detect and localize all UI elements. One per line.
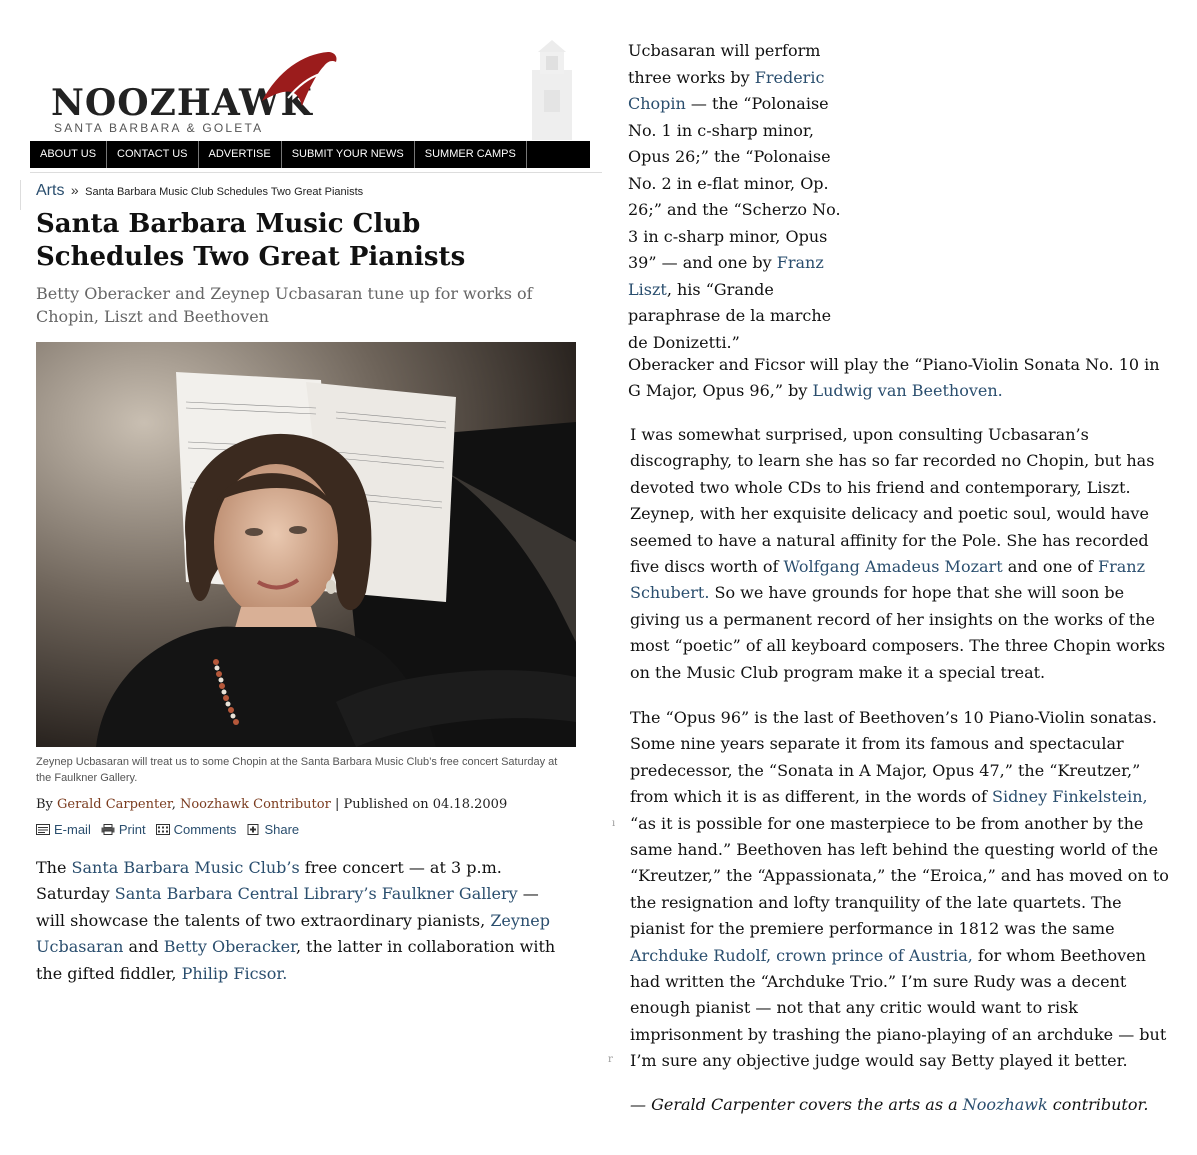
body-text: and <box>123 937 164 957</box>
article-paragraph-beethoven <box>628 352 1173 405</box>
author-link[interactable]: Gerald Carpenter <box>57 797 172 812</box>
inline-link[interactable]: Santa Barbara Music Club’s <box>71 858 300 877</box>
nav-about-us[interactable]: ABOUT US <box>30 141 107 168</box>
inline-link[interactable]: Wolfgang Amadeus Mozart <box>783 557 1003 577</box>
comments-icon <box>156 824 170 835</box>
body-text: The <box>36 858 72 877</box>
article-paragraph-chopin <box>628 38 853 356</box>
body-text: Ucbasaran will perform three works by <box>628 41 821 87</box>
body-text: free concert — at 3 p.m. Saturday <box>36 858 502 904</box>
article-subtitle: Betty Oberacker and Zeynep Ucbasaran tune up for works of Chopin, Liszt and Beethoven <box>36 284 533 326</box>
inline-link[interactable]: Franz Liszt <box>628 253 824 299</box>
noozhawk-logo[interactable] <box>48 46 338 136</box>
comments-button[interactable] <box>156 822 237 837</box>
article-title: Santa Barbara Music Club Schedules Two Great Pianists <box>36 209 466 272</box>
body-text: for whom Beethoven had written the “Archduke Trio.” I’m sure Rudy was a decent enough pianist — not that any critic would want to risk imprisonment by trashing the piano-playing of an archduke — but I’m sure any objective judge would say Betty played it better. <box>630 945 1167 1071</box>
divider <box>30 172 602 173</box>
printer-icon <box>101 824 115 835</box>
logo-subtitle: SANTA BARBARA & GOLETA <box>54 121 264 135</box>
body-text: Oberacker and Ficsor will play the “Piano-Violin Sonata No. 10 in G Major, Opus 96,” by <box>628 355 1160 401</box>
breadcrumb-section-link[interactable]: Arts <box>36 182 65 199</box>
share-label: Share <box>264 822 300 837</box>
breadcrumb <box>36 182 363 200</box>
stray-mark: r <box>608 1054 613 1065</box>
share-button[interactable] <box>246 822 299 837</box>
body-text: The “Opus 96” is the last of Beethoven’s 10 Piano-Violin sonatas. Some nine years separate it from its famous and spectacular predecessor, the “Sonata in A Major, Opus 47,” the “Kreutzer,” from which it is as different, in the words of <box>630 708 1157 807</box>
body-text: — the “Polonaise No. 1 in c-sharp minor, Opus 26;” the “Polonaise No. 2 in e-flat minor, Op. 26;” and the “Scherzo No. 3 in c-sharp minor, Opus 39” — and one by <box>628 94 841 272</box>
published-date: 04.18.2009 <box>432 797 508 812</box>
divider <box>20 180 21 210</box>
email-label: E-mail <box>54 822 91 837</box>
hawk-logo-icon <box>258 46 338 116</box>
stray-mark: ı <box>612 818 616 829</box>
print-label: Print <box>118 822 146 837</box>
inline-link[interactable]: Frederic Chopin <box>628 67 825 113</box>
body-text: “as it is possible for one masterpiece to be from another by the same hand.” Beethoven has left behind the questing world of the “Kreutzer,” the “Appassionata,” the “Eroica,” and has moved on to the resignation and lofty tranquility of the late quartets. The pianist for the premiere performance in 1812 was the same <box>630 813 1169 939</box>
body-text: and one of <box>1002 557 1099 577</box>
email-icon <box>36 824 50 835</box>
nav-advertise[interactable]: ADVERTISE <box>199 141 282 168</box>
body-text: contributor. <box>1047 1095 1149 1114</box>
logo-wordmark: NOOZHAWK <box>51 82 313 124</box>
pianist-photo-illustration <box>36 342 576 747</box>
nav-contact-us[interactable]: CONTACT US <box>107 141 199 168</box>
comments-label: Comments <box>173 822 237 837</box>
plus-icon <box>246 824 260 835</box>
body-text: — Gerald Carpenter covers the arts as a <box>630 1095 963 1114</box>
bell-tower-watermark-icon <box>512 40 592 140</box>
body-text: I was somewhat surprised, upon consulting Ucbasaran’s discography, to learn she has so far recorded no Chopin, but has devoted two whole CDs to his friend and contemporary, Liszt. Zeynep, with her exquisite delicacy and poetic soul, would have seemed to have a natural affinity for the Pole. She has recorded five discs worth of <box>630 425 1155 577</box>
print-button[interactable] <box>101 822 146 837</box>
byline-by: By <box>36 797 53 812</box>
published-label: | Published on <box>334 797 429 812</box>
article-paragraph-discography <box>630 422 1175 686</box>
body-text: , the latter in collaboration with the gifted fiddler, <box>36 937 556 983</box>
article-signoff <box>630 1092 1175 1118</box>
inline-link[interactable]: Philip Ficsor. <box>181 963 288 983</box>
nav-summer-camps[interactable]: SUMMER CAMPS <box>415 141 527 168</box>
article-paragraph-opus96 <box>630 705 1175 1075</box>
inline-link[interactable]: Noozhawk <box>962 1095 1048 1114</box>
body-text: , his “Grande paraphrase de la marche de Donizetti.” <box>628 279 832 352</box>
main-nav <box>30 141 590 168</box>
body-text: — will showcase the talents of two extraordinary pianists, <box>36 884 539 930</box>
photo-caption: Zeynep Ucbasaran will treat us to some Chopin at the Santa Barbara Music Club’s free concert Saturday at the Faulkner Gallery. <box>36 756 558 784</box>
inline-link[interactable]: Ludwig van Beethoven. <box>812 381 1003 401</box>
nav-submit-your-news[interactable]: SUBMIT YOUR NEWS <box>282 141 415 168</box>
body-text: So we have grounds for hope that she will soon be giving us a permanent record of her insights on the works of the most “poetic” of all keyboard composers. The three Chopin works on the Music Club program make it a special treat. <box>630 583 1166 682</box>
byline: By Gerald Carpenter, Noozhawk Contributor | Published on 04.18.2009 <box>36 797 508 812</box>
inline-link[interactable]: Franz Schubert. <box>630 557 1146 603</box>
inline-link[interactable]: Archduke Rudolf, crown prince of Austria, <box>630 945 973 965</box>
email-button[interactable] <box>36 822 91 837</box>
inline-link[interactable]: Zeynep Ucbasaran <box>36 910 550 957</box>
article-paragraph-intro <box>36 855 566 987</box>
breadcrumb-separator: » <box>70 182 79 198</box>
breadcrumb-current: Santa Barbara Music Club Schedules Two Great Pianists <box>85 186 364 198</box>
inline-link[interactable]: Sidney Finkelstein, <box>991 787 1148 807</box>
inline-link[interactable]: Santa Barbara Central Library’s Faulkner Gallery <box>114 884 518 904</box>
inline-link[interactable]: Betty Oberacker <box>163 937 296 957</box>
article-tools <box>36 822 299 837</box>
author-role-link[interactable]: Noozhawk Contributor <box>179 797 331 812</box>
article-photo[interactable] <box>36 342 576 747</box>
